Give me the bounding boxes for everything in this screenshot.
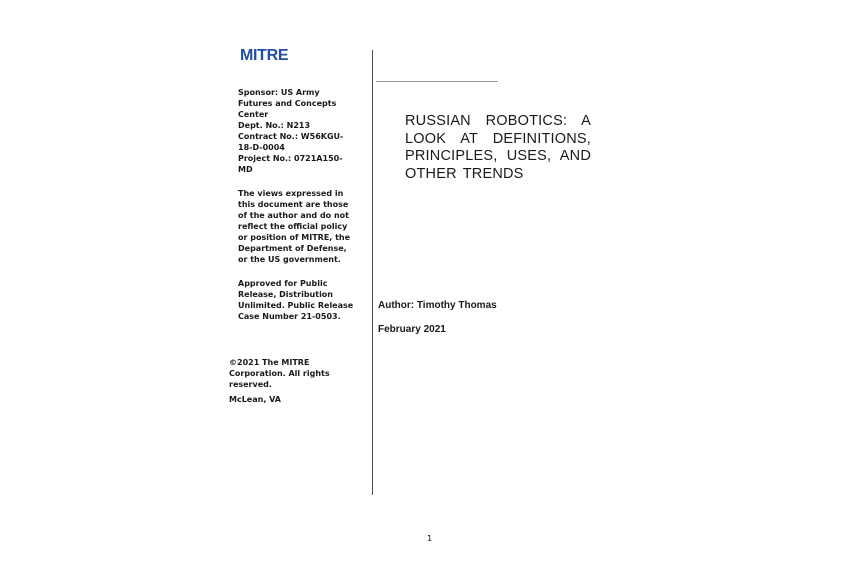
views-disclaimer: The views expressed in this document are those of the author and do not reflect the official policy or position of MITRE, the Department of Defense, or the US government. [238,189,351,264]
horizontal-rule [376,81,498,82]
project-number: Project No.: 0721A150-MD [238,154,343,174]
author-line: Author: Timothy Thomas [378,300,497,311]
dept-number: Dept. No.: N213 [238,121,311,130]
vertical-divider [372,50,373,495]
sponsor-text: Sponsor: US Army Futures and Concepts Center [238,88,337,119]
publication-date: February 2021 [378,324,446,335]
copyright-notice: ©2021 The MITRE Corporation. All rights reserved. [229,358,330,389]
location-text: McLean, VA [229,395,281,404]
contract-number: Contract No.: W56KGU-18-D-0004 [238,132,344,152]
release-statement: Approved for Public Release, Distribution Unlimited. Public Release Case Number 21-0503. [238,279,354,321]
page-number: 1 [427,534,433,543]
mitre-logo: MITRE [240,47,289,64]
document-title: RUSSIAN ROBOTICS: A LOOK AT DEFINITIONS, PRINCIPLES, USES, AND OTHER TRENDS [405,113,591,182]
metadata-column [238,87,356,322]
